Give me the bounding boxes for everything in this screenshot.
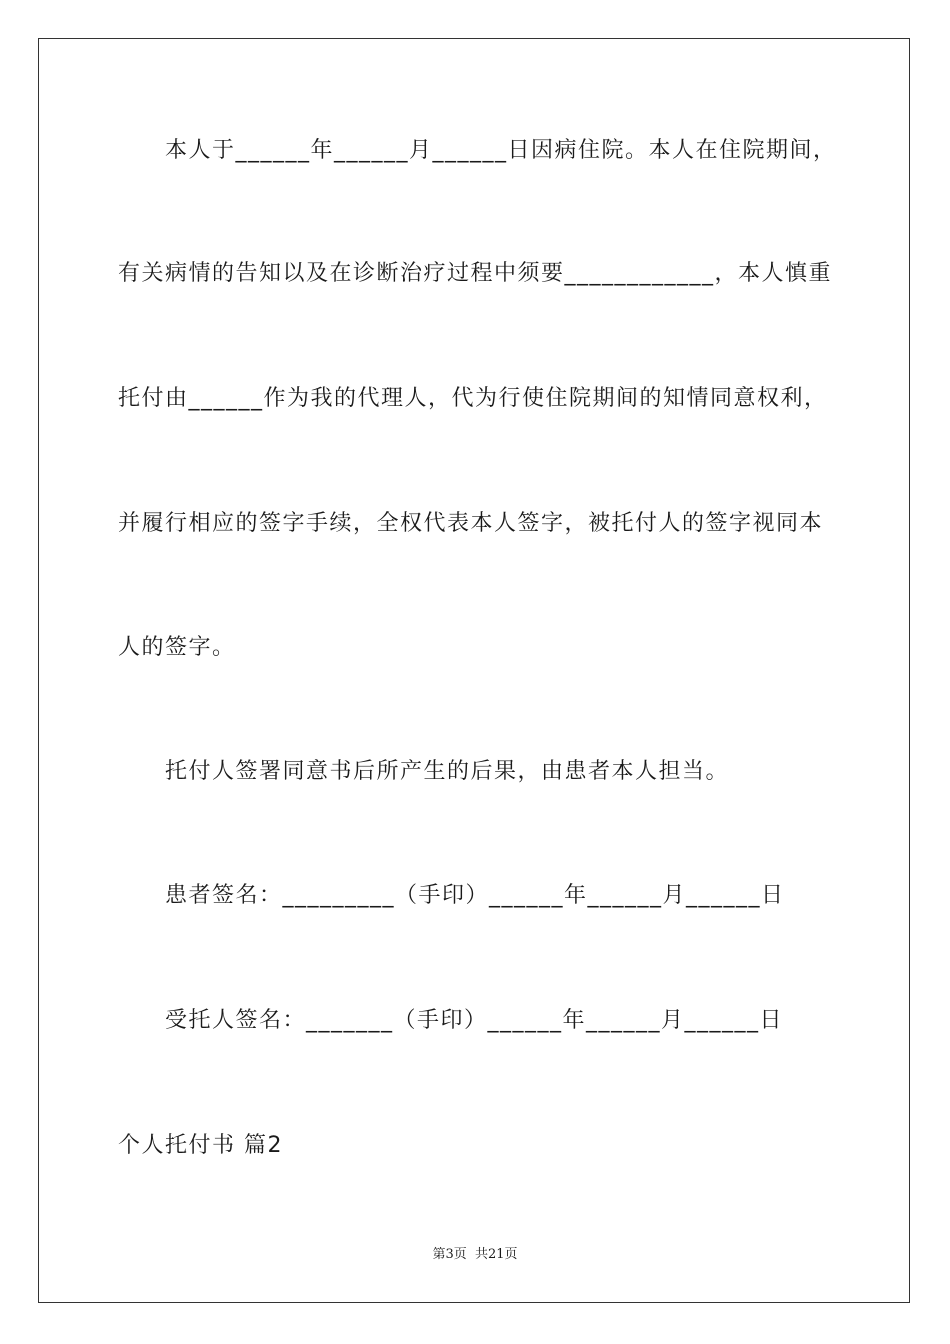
page-number-footer: 第3页 共21页	[432, 1247, 518, 1262]
paragraph-line-2: 有关病情的告知以及在诊断治疗过程中须要____________，本人慎重	[118, 261, 833, 286]
paragraph-line-5: 人的签字。	[118, 635, 236, 660]
patient-signature-line: 患者签名：_________（手印）______年______月______日	[165, 883, 785, 908]
paragraph-line-3: 托付由______作为我的代理人，代为行使住院期间的知情同意权利，	[118, 386, 828, 411]
paragraph-line-4: 并履行相应的签字手续，全权代表本人签字，被托付人的签字视同本	[118, 511, 824, 536]
paragraph-line-1: 本人于______年______月______日因病住院。本人在住院期间，	[165, 138, 837, 163]
page-border	[38, 38, 910, 1303]
consequence-statement: 托付人签署同意书后所产生的后果，由患者本人担当。	[165, 759, 730, 784]
trustee-signature-line: 受托人签名：_______（手印）______年______月______日	[165, 1008, 784, 1033]
section-heading: 个人托付书 篇2	[118, 1133, 283, 1158]
